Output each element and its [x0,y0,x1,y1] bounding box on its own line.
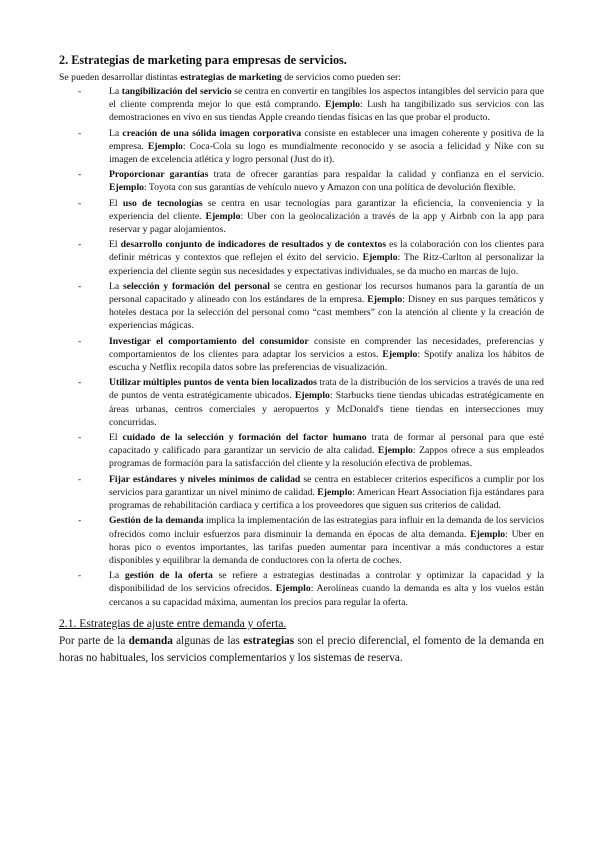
item-example: : The Ritz-Carlton al personalizar la experiencia del cliente según sus necesidades y expectativas individuales, se da mucho en marcas de lujo. [109,252,544,277]
item-pre: El [109,239,121,251]
item-example: : Aerolíneas cuando la demanda es alta y los vuelos están cercanos a su capacidad máxima, aumentan los precios para regular la oferta. [109,583,544,608]
closing-bold: demanda [128,634,173,647]
list-item [59,85,544,125]
item-example: : Uber en horas pico o eventos importantes, las tarifas pueden aumentar para incentivar a más conductores a estar disponibles y equilibrar la demanda de conductores con la oferta de coches. [109,528,545,566]
closing-text: algunas de las [172,634,244,647]
item-text: trata de ofrecer garantías para respaldar la calidad y confianza en el servicio. [208,169,544,181]
item-pre: El [109,432,123,444]
strategy-list [59,85,544,609]
item-example: : Disney en sus parques temáticos y hoteles destaca por la selección del personal como “cast members” con la atención al cliente y la creación de experiencias mágicas. [109,294,544,332]
list-item [59,197,544,237]
item-term: gestión de la oferta [124,570,213,582]
list-item [59,238,544,278]
list-item [59,376,544,429]
item-text: implica la implementación de las estrategias para influir en la demanda de los servicios ofrecidos como incluir esfuerzos para disminuir la demanda en épocas de alta demanda. [109,515,544,540]
bullet-dash: - [78,197,82,209]
bullet-dash: - [78,280,82,292]
closing-bold: estrategias [243,634,295,647]
bullet-dash: - [78,239,82,251]
example-label: Ejemplo [377,445,413,457]
example-label: Ejemplo [362,252,398,264]
bullet-dash: - [78,515,82,527]
item-term: tangibilización del servicio [121,86,232,97]
example-label: Ejemplo [147,140,183,152]
item-term: desarrollo conjunto de indicadores de resultados y de contextos [120,239,387,251]
example-label: Ejemplo [317,486,353,498]
example-label: Ejemplo [205,210,241,222]
example-label: Ejemplo [275,583,311,595]
item-term: cuidado de la selección y formación del factor humano [122,432,367,444]
item-example: : Zappos ofrece a sus empleados programas de formación para la satisfacción del cliente y la resolución efectiva de problemas. [109,445,544,470]
item-pre: La [109,86,122,97]
bullet-dash: - [78,473,82,485]
item-example: : Toyota con sus garantías de vehículo nuevo y Amazon con una política de devolución flexible. [143,182,516,194]
list-item [59,569,544,609]
item-example: : Uber con la geolocalización a través de la app y Airbnb con la app para reservar y pagar alojamientos. [109,210,545,236]
intro-text: Se pueden desarrollar distintas [59,72,181,83]
item-term: Proporcionar garantías [109,169,209,181]
bullet-dash: - [78,335,82,347]
item-example: : Spotify analiza los hábitos de escucha y Netflix recopila datos sobre las preferencias de visualización. [109,348,544,374]
item-term: Gestión de la demanda [109,515,204,527]
bullet-dash: - [78,377,82,389]
item-text: consiste en establecer una imagen coherente y positiva de la empresa. [109,127,544,152]
bullet-dash: - [78,169,82,181]
item-pre: La [109,127,123,139]
example-label: Ejemplo [294,390,330,402]
closing-paragraph [59,633,544,667]
item-text: consiste en comprender las necesidades, preferencias y comportamientos de los clientes para adaptar los servicios a estos. [109,335,544,360]
list-item [59,514,544,567]
example-label: Ejemplo [470,528,506,540]
list-item [59,473,544,513]
section-heading: 2. Estrategias de marketing para empresas de servicios. [59,53,347,67]
item-example: : American Heart Association fija estándares para programas de rehabilitación cardiaca y certifica a los proveedores que siguen sus criterios de calidad. [109,486,544,512]
intro-bold: estrategias de marketing [180,72,282,83]
item-pre: El [109,197,123,209]
list-item [59,127,544,167]
item-text: se centra en convertir en tangibles los aspectos intangibles del servicio para que el cliente comprenda mejor lo que está comprando. [109,86,544,111]
list-item [59,280,544,333]
closing-text: son el precio diferencial, el fomento de la demanda en horas no habituales, los servicios complementarios y los sistemas de reserva. [59,634,544,664]
bullet-dash: - [78,432,82,444]
item-term: selección y formación del personal [123,280,270,292]
item-term: creación de una sólida imagen corporativa [122,127,302,139]
document-page [59,52,544,667]
item-term: uso de tecnologías [122,197,203,209]
item-example: : Lush ha tangibilizado sus servicios con las demostraciones en vivo en sus tiendas Apple creando tiendas físicas en las que probar el producto. [109,99,544,124]
list-item [59,168,544,194]
intro-text-end: de servicios como pueden ser: [281,72,401,83]
item-text: se refiere a estrategias destinadas a controlar y optimizar la capacidad y la disponibilidad de los servicios ofrecidos. [109,570,544,595]
list-item [59,335,544,375]
bullet-dash: - [78,86,82,97]
item-text: se centra en establecer criterios específicos a cumplir por los servicios para garantizar un nivel mínimo de calidad. [109,473,544,498]
item-text: es la colaboración con los clientes para definir métricas y contextos que reflejen el éxito del servicio. [109,239,545,264]
item-pre: La [109,570,125,582]
item-term: Utilizar múltiples puntos de venta bien localizados [109,377,317,389]
subsection-heading: 2.1. Estrategias de ajuste entre demanda y oferta. [59,616,287,630]
item-text: trata de formar al personal para que esté capacitado y calificado para garantizar un servicio de alta calidad. [109,432,544,457]
list-item [59,431,544,471]
item-text: se centra en usar tecnologías para garantizar la eficiencia, la conveniencia y la experiencia del cliente. [109,197,545,222]
bullet-dash: - [78,127,82,139]
item-text: trata de la distribución de los servicios a través de una red de puntos de venta estratégicamente ubicados. [109,377,544,402]
item-text: se centra en gestionar los recursos humanos para la garantía de un personal capacitado y alineado con los estándares de la empresa. [109,280,544,306]
bullet-dash: - [78,570,82,582]
example-label: Ejemplo [109,182,144,194]
example-label: Ejemplo [367,294,403,306]
intro-paragraph [59,71,544,84]
item-example: : Starbucks tiene tiendas ubicadas estratégicamente en áreas urbanas, centros comerciales y aeropuertos y McDonald's tiene tiendas en intersecciones muy concurridas. [109,390,544,428]
example-label: Ejemplo [325,99,361,111]
item-pre: La [109,280,123,292]
closing-text: Por parte de la [59,634,129,647]
item-term: Fijar estándares y niveles mínimos de calidad [109,473,301,485]
item-example: : Coca-Cola su logo es mundialmente reconocido y se asocia a felicidad y Nike con su imagen de excelencia atlética y logro personal (Just do it). [109,140,544,166]
item-term: Investigar el comportamiento del consumidor [109,335,309,347]
example-label: Ejemplo [382,348,418,360]
